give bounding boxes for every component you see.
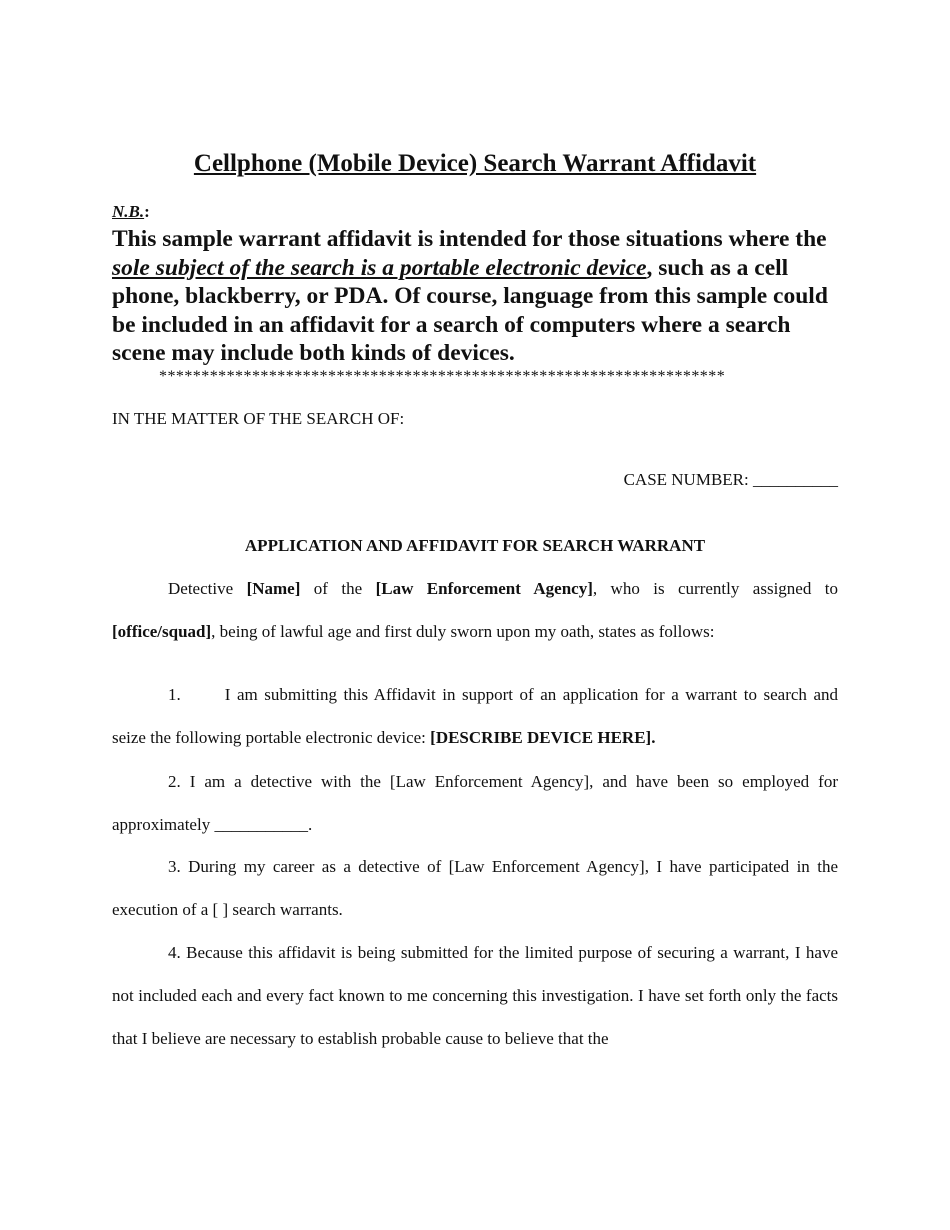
nb-colon: :	[144, 202, 150, 221]
intro-text-4: , being of lawful age and first duly sworn upon my oath, states as follows:	[211, 622, 715, 641]
intro-paragraph	[112, 567, 838, 653]
paragraph-2: 2. I am a detective with the [Law Enforcement Agency], and have been so employed for approximately ___________.	[112, 772, 838, 834]
intro-text-3: , who is currently assigned to	[592, 579, 838, 598]
nb-abbreviation: N.B.	[112, 202, 145, 221]
nb-notice	[112, 225, 838, 368]
intro-office-placeholder: [office/squad]	[112, 622, 212, 641]
case-number: CASE NUMBER: __________	[623, 470, 838, 489]
document-title: Cellphone (Mobile Device) Search Warrant Affidavit	[193, 150, 757, 177]
matter-heading: IN THE MATTER OF THE SEARCH OF:	[112, 409, 405, 428]
nb-text-start: This sample warrant affidavit is intended for those situations where the	[112, 226, 827, 252]
paragraph-1	[112, 673, 838, 759]
device-placeholder: [DESCRIBE DEVICE HERE].	[430, 728, 656, 747]
application-heading: APPLICATION AND AFFIDAVIT FOR SEARCH WARRANT	[244, 536, 706, 555]
separator-line: *******************************************************************	[159, 368, 726, 385]
intro-text-2: of the	[300, 579, 376, 598]
paragraph-3: 3. During my career as a detective of [Law Enforcement Agency], I have participated in the execution of a [ ] search warrants.	[112, 857, 838, 919]
paragraph-1-number: 1.	[168, 685, 181, 704]
nb-text-emphasis: sole subject of the search is a portable electronic device	[112, 254, 647, 281]
nb-text-end: , such as a cell phone, blackberry, or PDA. Of course, language from this sample could be included in an affidavit for a search of computers where a search scene may include both kinds of devices.	[112, 254, 828, 366]
paragraph-1-text: I am submitting this Affidavit in support of an application for a warrant to search and seize the following portable electronic device:	[112, 685, 838, 747]
intro-text-1: Detective	[168, 579, 247, 598]
intro-name-placeholder: [Name]	[246, 579, 301, 598]
intro-agency-placeholder: [Law Enforcement Agency]	[375, 579, 593, 598]
nb-label	[112, 202, 150, 222]
paragraph-4: 4. Because this affidavit is being submitted for the limited purpose of securing a warrant, I have not included each and every fact known to me concerning this investigation. I have set forth only the facts that I believe are necessary to establish probable cause to believe that the	[112, 943, 838, 1048]
